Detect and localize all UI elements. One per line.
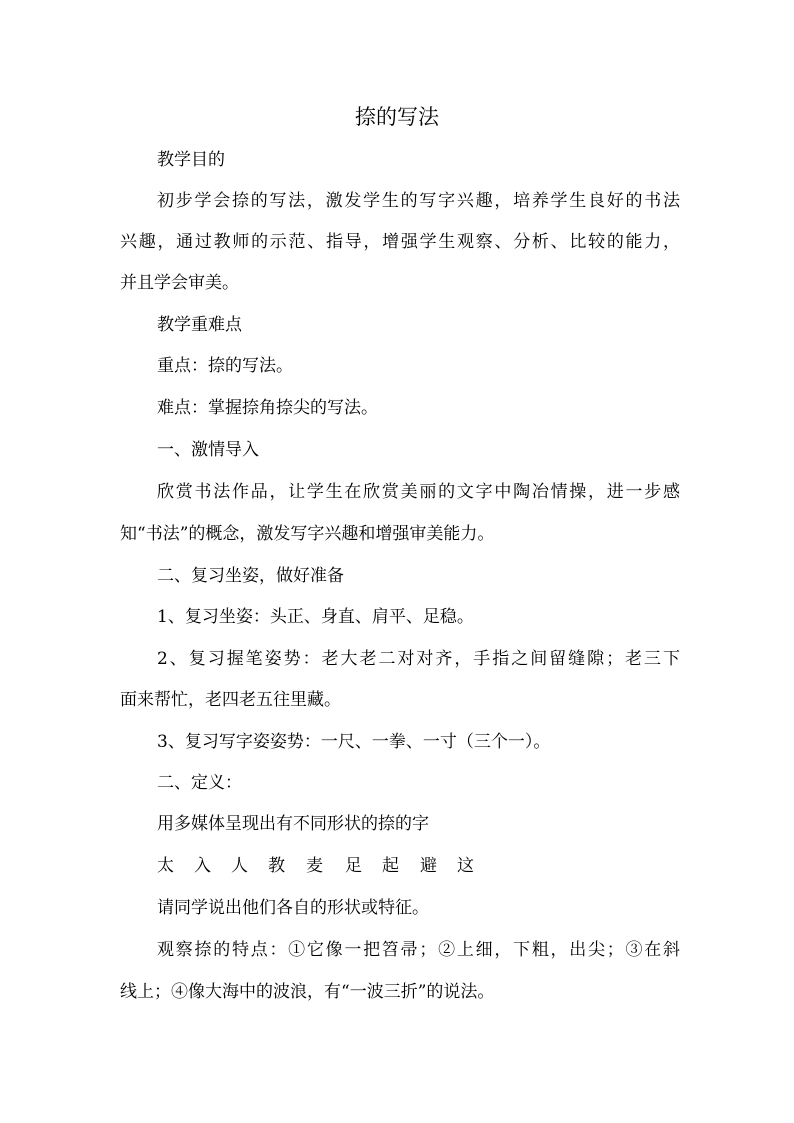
- paragraph-line: 难点：掌握捺角捺尖的写法。: [157, 398, 378, 418]
- section-heading: 二、复习坐姿，做好准备: [157, 566, 344, 586]
- paragraph-line: 知“书法”的概念，激发写字兴趣和增强审美能力。: [120, 524, 495, 544]
- example-char: 太: [157, 856, 174, 876]
- paragraph-line: 欣赏书法作品，让学生在欣赏美丽的文字中陶冶情操，进一步感: [157, 482, 680, 502]
- example-char: 麦: [306, 856, 323, 876]
- paragraph-line: 观察捺的特点：①它像一把笤帚；②上细，下粗，出尖；③在斜: [157, 940, 680, 960]
- example-char: 教: [268, 856, 285, 876]
- example-char: 避: [420, 856, 437, 876]
- paragraph-line: 3、复习写字姿姿势：一尺、一拳、一寸（三个一）。: [157, 732, 551, 752]
- paragraph-line: 重点：捺的写法。: [157, 356, 293, 376]
- example-characters: [157, 852, 497, 880]
- paragraph-line: 2、复习握笔姿势：老大老二对对齐，手指之间留缝隙；老三下: [157, 649, 680, 669]
- document-title: 捺的写法: [355, 105, 439, 129]
- paragraph-line: 用多媒体呈现出有不同形状的捺的字: [157, 814, 429, 834]
- section-heading: 一、激情导入: [157, 440, 259, 460]
- example-char: 人: [231, 856, 248, 876]
- paragraph-line: 兴趣，通过教师的示范、指导，增强学生观察、分析、比较的能力，: [120, 232, 680, 252]
- section-heading: 二、定义：: [157, 773, 242, 793]
- paragraph-line: 面来帮忙，老四老五往里藏。: [120, 690, 341, 710]
- example-char: 足: [345, 856, 362, 876]
- paragraph-line: 并且学会审美。: [120, 273, 239, 293]
- example-char: 起: [382, 856, 399, 876]
- heading-teaching-goal: 教学目的: [157, 150, 225, 170]
- paragraph-line: 1、复习坐姿：头正、身直、肩平、足稳。: [157, 607, 474, 627]
- example-char: 这: [457, 856, 474, 876]
- example-char: 入: [194, 856, 211, 876]
- paragraph-line: 初步学会捺的写法，激发学生的写字兴趣，培养学生良好的书法: [157, 191, 680, 211]
- heading-key-points: 教学重难点: [157, 315, 242, 335]
- paragraph-line: 线上；④像大海中的波浪，有“一波三折”的说法。: [120, 982, 495, 1002]
- paragraph-line: 请同学说出他们各自的形状或特征。: [157, 898, 429, 918]
